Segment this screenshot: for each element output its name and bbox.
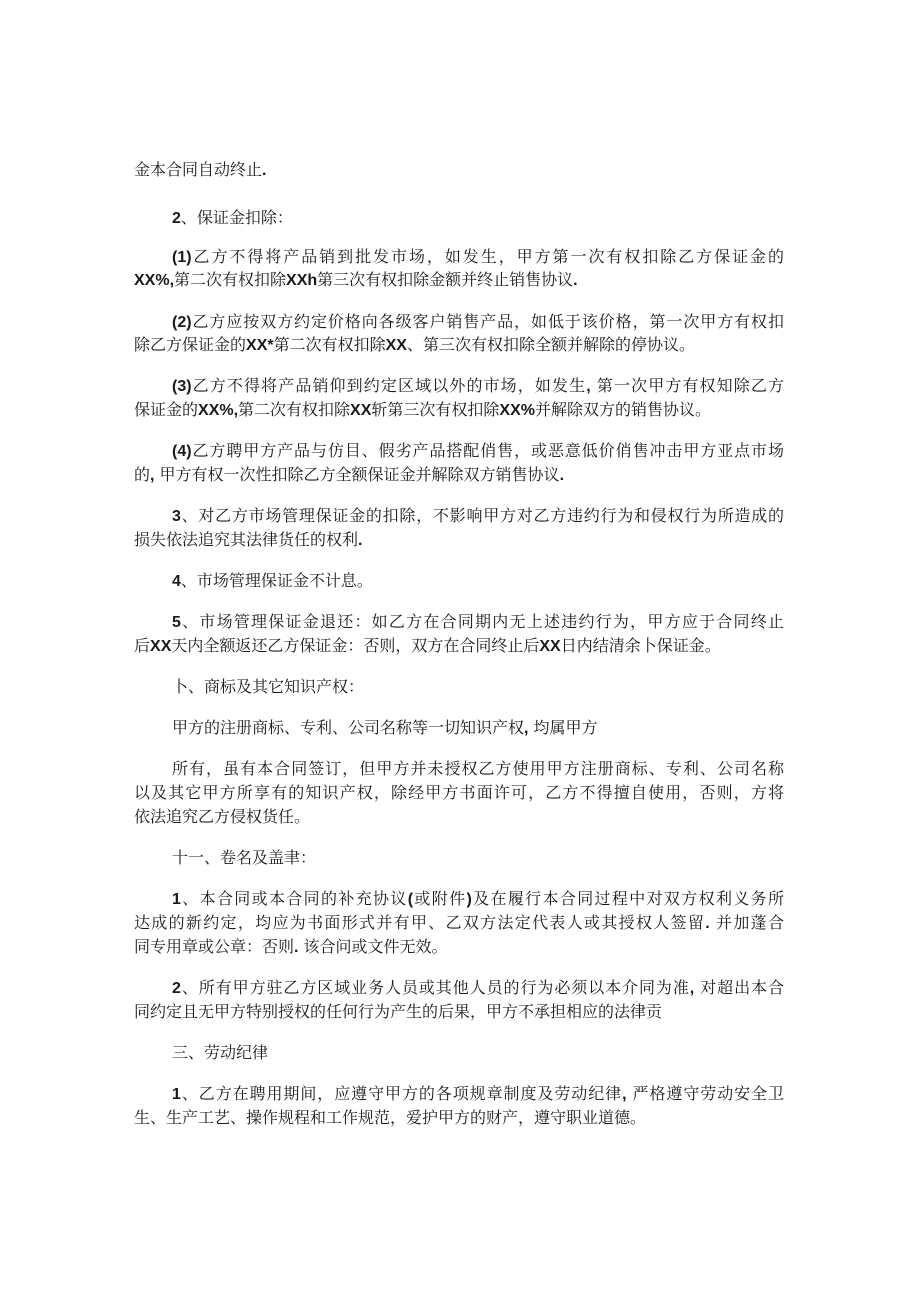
latin-run: 1 bbox=[172, 1086, 181, 1103]
latin-run: 2 bbox=[172, 980, 181, 997]
latin-run: , bbox=[689, 980, 695, 997]
latin-run: ( bbox=[407, 891, 414, 908]
latin-run: , bbox=[622, 1086, 627, 1103]
text-line: 后XX天内全额返还乙方保证金：否则，双方在合同终止后XX日内结清余卜保证金。 bbox=[134, 636, 721, 655]
text-line: 同专用章或公章：否则. 该合问或文件无效。 bbox=[134, 937, 448, 956]
latin-run: , bbox=[586, 378, 591, 395]
latin-run: XX bbox=[385, 337, 407, 354]
text-line: 1、乙方在聘用期间，应遵守甲方的各项规章制度及劳动纪律, 严格遵守劳动安全卫 bbox=[172, 1084, 784, 1103]
latin-run: XX bbox=[350, 402, 372, 419]
text-line: 4、市场管理保证金不计息。 bbox=[172, 571, 373, 590]
text-line: (4)乙方聘甲方产品与仿目、假劣产品搭配俏售，或恶意低价俏售冲击甲方亚点市场 bbox=[172, 441, 784, 460]
latin-run: XX bbox=[150, 638, 172, 655]
latin-run: . bbox=[294, 939, 299, 956]
latin-run: 2 bbox=[172, 210, 181, 227]
latin-run: XXh bbox=[286, 272, 318, 289]
text-line: (3)乙方不得将产品销仰到约定区域以外的市场，如发生, 第一次甲方有权知除乙方 bbox=[172, 376, 784, 395]
latin-run: XX%, bbox=[198, 402, 239, 419]
section-heading: 十一、卷名及盖聿： bbox=[172, 848, 317, 867]
latin-run: (2) bbox=[172, 314, 192, 331]
text-line: 达成的新约定，均应为书面形式并有甲、乙双方法定代表人或其授权人签留. 并加蓬合 bbox=[134, 913, 784, 932]
text-line: 3、对乙方市场管理保证金的扣除，不影响甲方对乙方违约行为和侵权行为所造成的 bbox=[172, 506, 784, 525]
latin-run: 1 bbox=[172, 891, 181, 908]
latin-run: , bbox=[150, 467, 155, 484]
text-line: 依法追究乙方侵权货任。 bbox=[134, 807, 311, 826]
latin-run: 3 bbox=[172, 508, 181, 525]
latin-run: (4) bbox=[172, 443, 192, 460]
text-line: 甲方的注册商标、专利、公司名称等一切知识产权, 均属甲方 bbox=[172, 718, 598, 737]
text-line: 保证金的XX%,第二次有权扣除XX斩第三次有权扣除XX%并解除双方的销售协议。 bbox=[134, 400, 711, 419]
latin-run: XX% bbox=[499, 402, 535, 419]
latin-run: XX%, bbox=[134, 272, 175, 289]
latin-run: 5 bbox=[172, 614, 181, 631]
text-line: 损失依法追究其法律货任的权利. bbox=[134, 530, 363, 549]
text-line: (1)乙方不得将产品销到批发市场，如发生，甲方第一次有权扣除乙方保证金的 bbox=[172, 247, 784, 266]
text-line: (2)乙方应按双方约定价格向各级客户销售产品，如低于该价格，第一次甲方有权扣 bbox=[172, 312, 784, 331]
latin-run: . bbox=[358, 532, 363, 549]
text-line: 的, 甲方有权一次性扣除乙方全额保证金并解除双方销售协议. bbox=[134, 465, 565, 484]
text-line: 所有，虽有本合同签订，但甲方并未授权乙方使用甲方注册商标、专利、公司名称 bbox=[172, 759, 784, 778]
text-line: 以及其它甲方所享有的知识产权，除经甲方书面许可，乙方不得擅自使用，否则，方将 bbox=[134, 783, 784, 802]
text-line: 5、市场管理保证金退还：如乙方在合同期内无上述违约行为，甲方应于合同终止 bbox=[172, 612, 784, 631]
section-heading: 2、保证金扣除： bbox=[172, 208, 293, 227]
text-line: 2、所有甲方驻乙方区域业务人员或其他人员的行为必须以本介同为准, 对超出本合 bbox=[172, 978, 784, 997]
text-line: 除乙方保证金的XX*第二次有权扣除XX、第三次有权扣除全额并解除的停协议。 bbox=[134, 335, 695, 354]
latin-run: . bbox=[262, 162, 267, 179]
text-line: 同约定且无甲方特别授权的任何行为产生的后果，甲方不承担相应的法律贡 bbox=[134, 1002, 663, 1021]
latin-run: (1) bbox=[172, 249, 192, 266]
latin-run: XX* bbox=[246, 337, 274, 354]
latin-run: . bbox=[573, 272, 578, 289]
section-heading: 卜、商标及其它知识产权： bbox=[172, 677, 365, 696]
text-line: XX%,第二次有权扣除XXh第三次有权扣除金额并终止销售协议. bbox=[134, 270, 578, 289]
latin-run: ) bbox=[466, 891, 472, 908]
section-heading: 三、劳动纪律 bbox=[172, 1043, 269, 1062]
text-line: 金本合同自动终止. bbox=[134, 160, 267, 179]
latin-run: . bbox=[705, 915, 710, 932]
latin-run: , bbox=[524, 720, 529, 737]
latin-run: (3) bbox=[172, 378, 192, 395]
latin-run: . bbox=[559, 467, 565, 484]
latin-run: 4 bbox=[172, 573, 181, 590]
text-line: 1、本合同或本合同的补充协议(或附件)及在履行本合同过程中对双方权利义务所 bbox=[172, 889, 784, 908]
text-line: 生、生产工艺、操作规程和工作规范，爱护甲方的财产，遵守职业道德。 bbox=[134, 1108, 647, 1127]
latin-run: XX bbox=[539, 638, 561, 655]
